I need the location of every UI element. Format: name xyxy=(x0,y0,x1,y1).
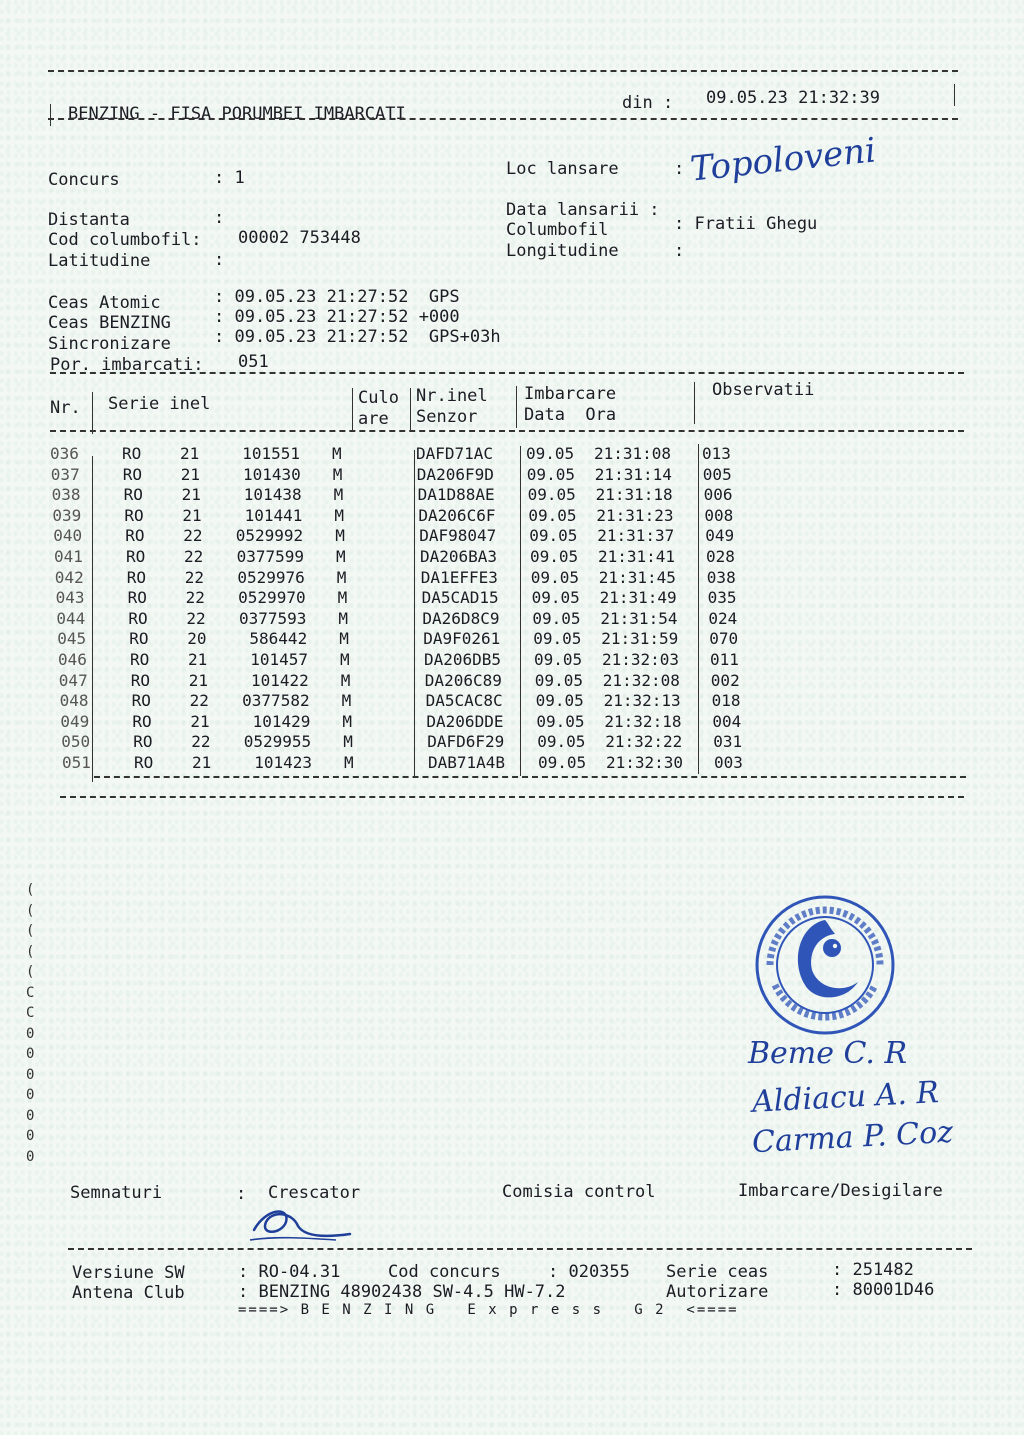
row-nr: 042 xyxy=(54,567,84,587)
cod-columbofil-value: 00002 753448 xyxy=(238,228,361,248)
ceas-benzing-value: : 09.05.23 21:27:52 +000 xyxy=(214,307,460,327)
ring-year: 21 xyxy=(182,505,202,525)
sensor-ring: DAFD71AC xyxy=(416,444,494,463)
boarding-time: 21:32:08 xyxy=(602,670,680,690)
boarding-time: 21:32:03 xyxy=(602,649,680,669)
row-nr: 046 xyxy=(58,649,87,669)
sensor-ring: DA206F9D xyxy=(416,464,494,484)
margin-tick: 0 xyxy=(26,1066,35,1083)
margin-tick: ( xyxy=(26,902,35,919)
stamp-pigeon-eye xyxy=(833,944,837,948)
autorizare-value: : 80001D46 xyxy=(832,1280,935,1300)
sex: M xyxy=(332,464,343,484)
col-divider xyxy=(92,392,93,434)
margin-tick: 0 xyxy=(26,1087,35,1103)
ring-number: 101429 xyxy=(252,711,311,731)
row-nr: 041 xyxy=(54,546,83,566)
observation: 013 xyxy=(702,444,731,463)
comisia-control-label: Comisia control xyxy=(502,1182,656,1202)
ring-year: 21 xyxy=(192,752,212,772)
sex: M xyxy=(336,567,347,587)
longitudine-label: Longitudine xyxy=(506,241,619,261)
sex: M xyxy=(339,629,349,649)
ring-number: 101438 xyxy=(243,485,302,505)
ring-country: RO xyxy=(122,464,143,484)
signature-handwritten-2: Aldiacu A. R xyxy=(751,1075,940,1120)
sex: M xyxy=(342,711,353,731)
imbarcare-desigilare-label: Imbarcare/Desigilare xyxy=(738,1181,943,1201)
ring-year: 22 xyxy=(184,567,205,587)
boarding-time: 21:32:30 xyxy=(606,752,684,772)
ceas-atomic-label: Ceas Atomic xyxy=(48,293,161,313)
sex: M xyxy=(338,608,349,628)
row-nr: 037 xyxy=(50,464,80,484)
longitudine-value: : xyxy=(674,241,685,261)
col-divider xyxy=(410,388,411,430)
cod-concurs-value: : 020355 xyxy=(548,1262,630,1282)
col-divider xyxy=(92,456,93,782)
row-nr: 044 xyxy=(56,608,86,628)
ring-year: 22 xyxy=(183,526,203,546)
margin-tick: 0 xyxy=(26,1107,35,1124)
ring-number: 0377593 xyxy=(238,608,307,628)
sex: M xyxy=(337,588,348,608)
loc-lansare-sep: : xyxy=(674,159,685,179)
boarding-date: 09.05 xyxy=(530,546,579,566)
por-imbarcati-label: Por. imbarcati: xyxy=(50,355,204,375)
observation: 070 xyxy=(709,629,739,649)
boarding-time: 21:31:54 xyxy=(600,608,678,628)
ring-country: RO xyxy=(132,711,152,731)
ring-number: 0529955 xyxy=(243,732,312,752)
ring-number: 0377582 xyxy=(242,691,310,711)
col-header-culoare-2: are xyxy=(358,409,389,429)
margin-tick: 0 xyxy=(26,1046,35,1062)
observation: 003 xyxy=(714,752,743,772)
margin-tick: ( xyxy=(26,943,35,960)
row-nr: 047 xyxy=(58,670,88,690)
boarding-date: 09.05 xyxy=(531,588,580,608)
col-header-nr: Nr. xyxy=(50,398,81,418)
col-divider xyxy=(516,386,517,428)
row-nr: 040 xyxy=(53,526,83,546)
ring-year: 22 xyxy=(186,608,206,628)
boarding-date: 09.05 xyxy=(526,464,575,484)
col-divider xyxy=(352,388,353,430)
boarding-date: 09.05 xyxy=(538,752,587,772)
margin-tick: ( xyxy=(26,882,35,898)
sex: M xyxy=(336,546,346,566)
ring-country: RO xyxy=(129,629,149,649)
club-stamp xyxy=(750,890,900,1040)
ring-number: 0529970 xyxy=(238,588,306,608)
sex: M xyxy=(343,732,353,752)
observation: 035 xyxy=(707,588,737,608)
autorizare-label: Autorizare xyxy=(666,1282,769,1302)
sensor-ring: DAB71A4B xyxy=(428,752,506,772)
ring-country: RO xyxy=(133,732,153,752)
header-right-bar xyxy=(954,84,955,106)
boarding-date: 09.05 xyxy=(536,711,585,731)
sensor-ring: DA206C6F xyxy=(418,505,496,525)
margin-tick: 0 xyxy=(26,1128,35,1144)
sex: M xyxy=(334,505,345,525)
ring-country: RO xyxy=(130,649,150,669)
observation: 008 xyxy=(704,505,734,525)
ring-country: RO xyxy=(127,588,147,608)
ring-country: RO xyxy=(122,444,142,463)
observation: 049 xyxy=(705,526,735,546)
observation: 018 xyxy=(711,691,741,711)
semnaturi-sep: : xyxy=(236,1184,247,1204)
stamp-pigeon-emblem xyxy=(798,920,858,997)
col-header-culoare-1: Culo xyxy=(358,388,399,408)
row-nr: 051 xyxy=(62,752,91,772)
sensor-ring: DAF98047 xyxy=(419,526,497,546)
ceas-benzing-label: Ceas BENZING xyxy=(48,313,171,333)
boarding-time: 21:32:22 xyxy=(605,732,683,752)
observation: 004 xyxy=(712,711,742,731)
boarding-date: 09.05 xyxy=(527,485,576,505)
col-divider xyxy=(520,446,521,776)
sincronizare-value: : 09.05.23 21:27:52 GPS+03h xyxy=(214,327,501,347)
boarding-date: 09.05 xyxy=(526,444,575,463)
loc-lansare-handwritten: Topoloveni xyxy=(688,130,878,190)
boarding-time: 21:31:59 xyxy=(601,629,679,649)
boarding-time: 21:31:18 xyxy=(595,485,673,505)
boarding-time: 21:31:45 xyxy=(598,567,676,587)
observation: 011 xyxy=(710,649,739,669)
boarding-date: 09.05 xyxy=(537,732,586,752)
sex: M xyxy=(333,485,344,505)
latitudine-label: Latitudine xyxy=(48,251,151,271)
col-divider xyxy=(694,382,695,424)
sex: M xyxy=(335,526,345,546)
boarding-date: 09.05 xyxy=(530,567,579,587)
observation: 024 xyxy=(708,608,738,628)
col-divider xyxy=(698,444,699,774)
boarding-date: 09.05 xyxy=(535,691,584,711)
col-header-observatii: Observatii xyxy=(712,380,815,400)
ring-year: 22 xyxy=(184,546,204,566)
ring-number: 101430 xyxy=(243,464,301,484)
boarding-time: 21:31:41 xyxy=(598,546,676,566)
boarding-time: 21:31:49 xyxy=(599,588,677,608)
versiune-sw-label: Versiune SW xyxy=(72,1263,185,1283)
row-nr: 036 xyxy=(50,444,79,463)
ring-year: 21 xyxy=(181,485,201,505)
cod-columbofil-label: Cod columbofil: xyxy=(48,230,202,250)
margin-tick: C xyxy=(26,1005,35,1021)
ring-country: RO xyxy=(126,546,146,566)
sensor-ring: DA1D88AE xyxy=(417,485,495,505)
row-nr: 043 xyxy=(55,588,85,608)
table-end-rule xyxy=(60,796,964,798)
header-left-bar xyxy=(50,104,51,126)
observation: 005 xyxy=(702,464,732,484)
ring-number: 101457 xyxy=(250,649,308,669)
sincronizare-label: Sincronizare xyxy=(48,334,171,354)
ring-number: 0529976 xyxy=(237,567,305,587)
margin-tick: 0 xyxy=(26,1025,35,1042)
ring-year: 21 xyxy=(188,649,208,669)
ring-country: RO xyxy=(134,752,154,772)
sensor-ring: DA206C89 xyxy=(424,670,502,690)
ring-country: RO xyxy=(128,608,148,628)
concurs-value: : 1 xyxy=(214,168,245,188)
sensor-ring: DA206DDE xyxy=(426,711,504,731)
ring-country: RO xyxy=(124,505,144,525)
margin-ticks xyxy=(26,880,34,1167)
table-header-rule xyxy=(50,430,964,432)
versiune-sw-value: : RO-04.31 xyxy=(238,1262,341,1282)
ring-country: RO xyxy=(125,526,145,546)
serie-ceas-label: Serie ceas xyxy=(666,1262,769,1282)
ceas-atomic-value: : 09.05.23 21:27:52 GPS xyxy=(214,287,460,307)
sensor-ring: DA26D8C9 xyxy=(422,608,500,628)
ring-number: 101551 xyxy=(242,444,300,463)
sensor-ring: DA9F0261 xyxy=(423,629,501,649)
boarding-time: 21:32:13 xyxy=(603,691,681,711)
date-label: din : xyxy=(622,93,674,113)
boarding-time: 21:31:14 xyxy=(594,464,672,484)
ring-country: RO xyxy=(131,691,151,711)
col-header-nr-inel: Nr.inel xyxy=(416,386,488,406)
print-date: 09.05.23 21:32:39 xyxy=(706,88,880,108)
sensor-ring: DA5CAC8C xyxy=(425,691,503,711)
ring-year: 22 xyxy=(189,691,209,711)
sex: M xyxy=(344,752,354,772)
sex: M xyxy=(332,444,342,463)
row-nr: 038 xyxy=(51,485,81,505)
top-dashed-rule xyxy=(48,70,958,72)
col-divider xyxy=(414,450,415,778)
ring-number: 101423 xyxy=(254,752,312,772)
boarding-date: 09.05 xyxy=(532,608,581,628)
sex: M xyxy=(341,691,352,711)
col-header-data-ora: Data Ora xyxy=(524,405,617,425)
margin-tick: ( xyxy=(26,923,35,939)
margin-tick: 0 xyxy=(26,1148,35,1165)
ring-year: 21 xyxy=(180,444,200,463)
margin-tick: C xyxy=(26,984,35,1001)
table-bottom-rule xyxy=(94,776,966,778)
margin-tick: ( xyxy=(26,964,35,980)
row-nr: 045 xyxy=(57,629,87,649)
distanta-label: Distanta xyxy=(48,210,130,230)
concurs-label: Concurs xyxy=(48,170,120,190)
ring-country: RO xyxy=(123,485,143,505)
sex: M xyxy=(340,670,351,690)
ring-year: 20 xyxy=(187,629,207,649)
benzing-express-banner: ====> B E N Z I N G E x p r e s s G 2 <==== xyxy=(238,1302,739,1318)
col-header-imbarcare: Imbarcare xyxy=(524,384,617,404)
latitudine-value: : xyxy=(214,250,225,270)
observation: 038 xyxy=(706,567,736,587)
ring-number: 101422 xyxy=(251,670,309,690)
signature-handwritten-1: Beme C. R xyxy=(748,1036,908,1071)
cod-concurs-label: Cod concurs xyxy=(388,1262,501,1282)
row-nr: 050 xyxy=(61,732,91,752)
col-header-serie: Serie inel xyxy=(108,394,211,414)
data-lansarii-label: Data lansarii : xyxy=(506,200,660,220)
ring-year: 22 xyxy=(185,588,205,608)
boarding-time: 21:31:23 xyxy=(596,505,674,525)
row-nr: 039 xyxy=(52,505,82,525)
ring-year: 21 xyxy=(190,711,210,731)
sex: M xyxy=(340,649,350,669)
ring-year: 22 xyxy=(191,732,211,752)
stamp-pigeon-head xyxy=(823,939,841,957)
ring-number: 101441 xyxy=(244,505,303,525)
boarding-date: 09.05 xyxy=(528,505,577,525)
sensor-ring: DA1EFFE3 xyxy=(420,567,498,587)
ring-number: 586442 xyxy=(249,629,308,649)
boarding-date: 09.05 xyxy=(534,670,583,690)
boarding-date: 09.05 xyxy=(534,649,583,669)
observation: 028 xyxy=(706,546,735,566)
ring-number: 0377599 xyxy=(236,546,304,566)
sensor-ring: DA5CAD15 xyxy=(421,588,499,608)
por-imbarcati-value: 051 xyxy=(238,352,269,372)
document-title: BENZING - FISA PORUMBEI IMBARCATI xyxy=(68,104,406,124)
crescator-label: Crescator xyxy=(268,1183,361,1203)
loc-lansare-label: Loc lansare xyxy=(506,159,619,179)
boarding-time: 21:31:08 xyxy=(594,444,672,463)
antena-club-value: : BENZING 48902438 SW-4.5 HW-7.2 xyxy=(238,1282,566,1302)
serie-ceas-value: : 251482 xyxy=(832,1260,914,1280)
ring-country: RO xyxy=(126,567,147,587)
sensor-ring: DAFD6F29 xyxy=(427,732,505,752)
ring-number: 0529992 xyxy=(235,526,304,546)
semnaturi-label: Semnaturi xyxy=(70,1183,163,1203)
columbofil-label: Columbofil xyxy=(506,220,609,240)
observation: 002 xyxy=(710,670,740,690)
ring-country: RO xyxy=(130,670,151,690)
table-top-rule xyxy=(50,372,964,374)
row-nr: 048 xyxy=(59,691,89,711)
footer-dashed-rule xyxy=(68,1248,972,1250)
antena-club-label: Antena Club xyxy=(72,1283,185,1303)
ring-year: 21 xyxy=(188,670,209,690)
observation: 031 xyxy=(713,732,743,752)
boarding-time: 21:31:37 xyxy=(597,526,675,546)
boarding-time: 21:32:18 xyxy=(604,711,682,731)
observation: 006 xyxy=(703,485,733,505)
columbofil-value: : Fratii Ghegu xyxy=(674,214,818,234)
signature-handwritten-3: Carma P. Coz xyxy=(751,1114,954,1161)
header-dashed-rule xyxy=(48,118,958,120)
distanta-value: : xyxy=(214,208,225,228)
row-nr: 049 xyxy=(60,711,90,731)
crescator-signature xyxy=(246,1200,356,1244)
boarding-date: 09.05 xyxy=(533,629,582,649)
sensor-ring: DA206DB5 xyxy=(424,649,502,669)
sensor-ring: DA206BA3 xyxy=(420,546,498,566)
boarding-date: 09.05 xyxy=(529,526,578,546)
col-header-senzor: Senzor xyxy=(416,407,478,427)
ring-year: 21 xyxy=(180,464,201,484)
